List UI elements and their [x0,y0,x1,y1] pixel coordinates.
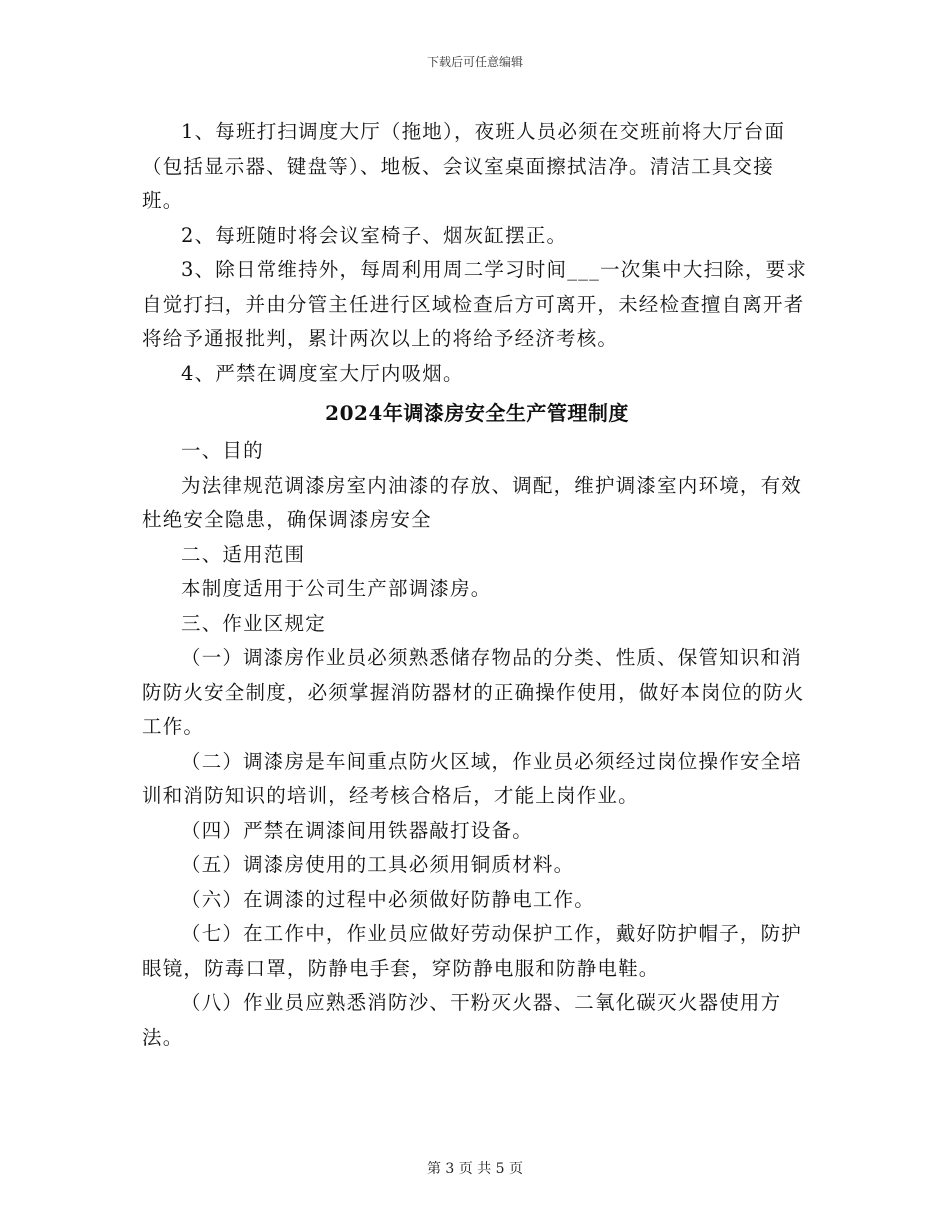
section-heading: 三、作业区规定 [181,611,326,635]
paragraph: 1、每班打扫调度大厅（拖地），夜班人员必须在交班前将大厅台面（包括显示器、键盘等）、地板、会议室桌面擦拭洁净。清洁工具交接班。 [142,120,786,212]
paragraph: （一）调漆房作业员必须熟悉储存物品的分类、性质、保管知识和消防防火安全制度，必须掌握消防器材的正确操作使用，做好本岗位的防火工作。 [142,646,805,738]
paragraph: （四）严禁在调漆间用铁器敲打设备。 [181,818,533,842]
paragraph: 为法律规范调漆房室内油漆的存放、调配，维护调漆室内环境，有效杜绝安全隐患，确保调漆房安全 [142,473,803,531]
paragraph: 2、每班随时将会议室椅子、烟灰缸摆正。 [181,223,568,247]
paragraph: （五）调漆房使用的工具必须用铜质材料。 [181,853,575,876]
page-number: 第 3 页 共 5 页 [426,1161,524,1177]
paragraph: （二）调漆房是车间重点防火区域，作业员必须经过岗位操作安全培训和消防知识的培训，经考核合格后，才能上岗作业。 [142,749,803,807]
paragraph: （七）在工作中，作业员应做好劳动保护工作，戴好防护帽子，防护眼镜，防毒口罩，防静电手套，穿防静电服和防静电鞋。 [142,922,803,980]
header-note: 下载后可任意编辑 [426,55,523,69]
paragraph: 3、除日常维持外，每周利用周二学习时间___一次集中大扫除，要求自觉打扫，并由分管主任进行区域检查后方可离开，未经检查擅自离开者将给予通报批判，累计两次以上的将给予经济考核。 [142,258,808,350]
section-heading: 一、目的 [181,439,264,462]
paragraph: 本制度适用于公司生产部调漆房。 [181,577,492,600]
paragraph: （六）在调漆的过程中必须做好防静电工作。 [181,887,596,911]
paragraph: （八）作业员应熟悉消防沙、干粉灭火器、二氧化碳灭火器使用方法。 [142,991,782,1049]
paragraph: 4、严禁在调度室大厅内吸烟。 [181,361,464,385]
document-body [142,115,812,1055]
section-title: 2024年调漆房安全生产管理制度 [325,401,629,425]
section-heading: 二、适用范围 [181,542,306,566]
